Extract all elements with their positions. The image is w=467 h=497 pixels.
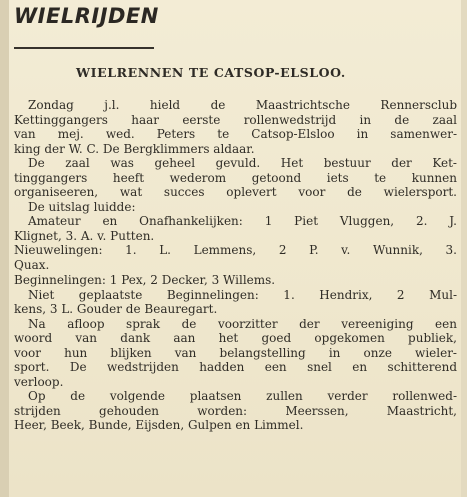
body-line: sport. De wedstrijden hadden een snel en schitterend <box>14 360 457 374</box>
body-line: Beginnelingen: 1 Pex, 2 Decker, 3 Willems. <box>14 273 276 287</box>
body-line: Zondag j.l. hield de Maastrichtsche Rennersclub <box>28 98 457 112</box>
body-line: verloop. <box>14 374 64 389</box>
body-line: woord van dank aan het goed opgekomen publiek, <box>14 331 457 345</box>
body-line: Na afloop sprak de voorzitter der vereeniging een <box>28 316 457 331</box>
body-line: strijden gehouden worden: Meerssen, Maastricht, <box>14 403 457 418</box>
body-line: king der W. C. De Bergklimmers aldaar. <box>14 141 255 156</box>
body-line: Klignet, 3. A. v. Putten. <box>14 228 155 243</box>
section-heading: WIELRIJDEN <box>14 4 159 28</box>
body-line: van mej. wed. Peters te Catsop-Elsloo in samenwer- <box>14 127 457 141</box>
body-line: De uitslag luidde: <box>28 199 136 214</box>
body-line: Op de volgende plaatsen zullen verder rollenwed- <box>28 389 457 403</box>
body-line: Heer, Beek, Bunde, Eijsden, Gulpen en Limmel. <box>14 418 304 432</box>
body-line: organiseeren, wat succes oplevert voor de wielersport. <box>14 185 457 199</box>
body-line: voor hun blijken van belangstelling in onze wieler- <box>14 345 457 360</box>
body-line: Kettinggangers haar eerste rollenwedstrijd in de zaal <box>14 112 457 127</box>
article-body <box>14 98 457 433</box>
body-line: Amateur en Onafhankelijken: 1 Piet Vluggen, 2. J. <box>28 214 457 228</box>
page-edge-right <box>461 0 467 497</box>
body-line: Quax. <box>14 257 50 272</box>
body-line: Nieuwelingen: 1. L. Lemmens, 2 P. v. Wunnik, 3. <box>14 243 457 257</box>
body-line: tinggangers heeft wederom getoond iets te kunnen <box>14 170 457 185</box>
body-line: kens, 3 L. Gouder de Beauregart. <box>14 302 218 316</box>
section-rule <box>14 47 154 49</box>
page-edge-left <box>0 0 9 497</box>
body-line: De zaal was geheel gevuld. Het bestuur der Ket- <box>28 156 457 170</box>
body-line: Niet geplaatste Beginnelingen: 1. Hendrix, 2 Mul- <box>28 287 457 302</box>
article-title: WIELRENNEN TE CATSOP-ELSLOO. <box>76 65 346 80</box>
